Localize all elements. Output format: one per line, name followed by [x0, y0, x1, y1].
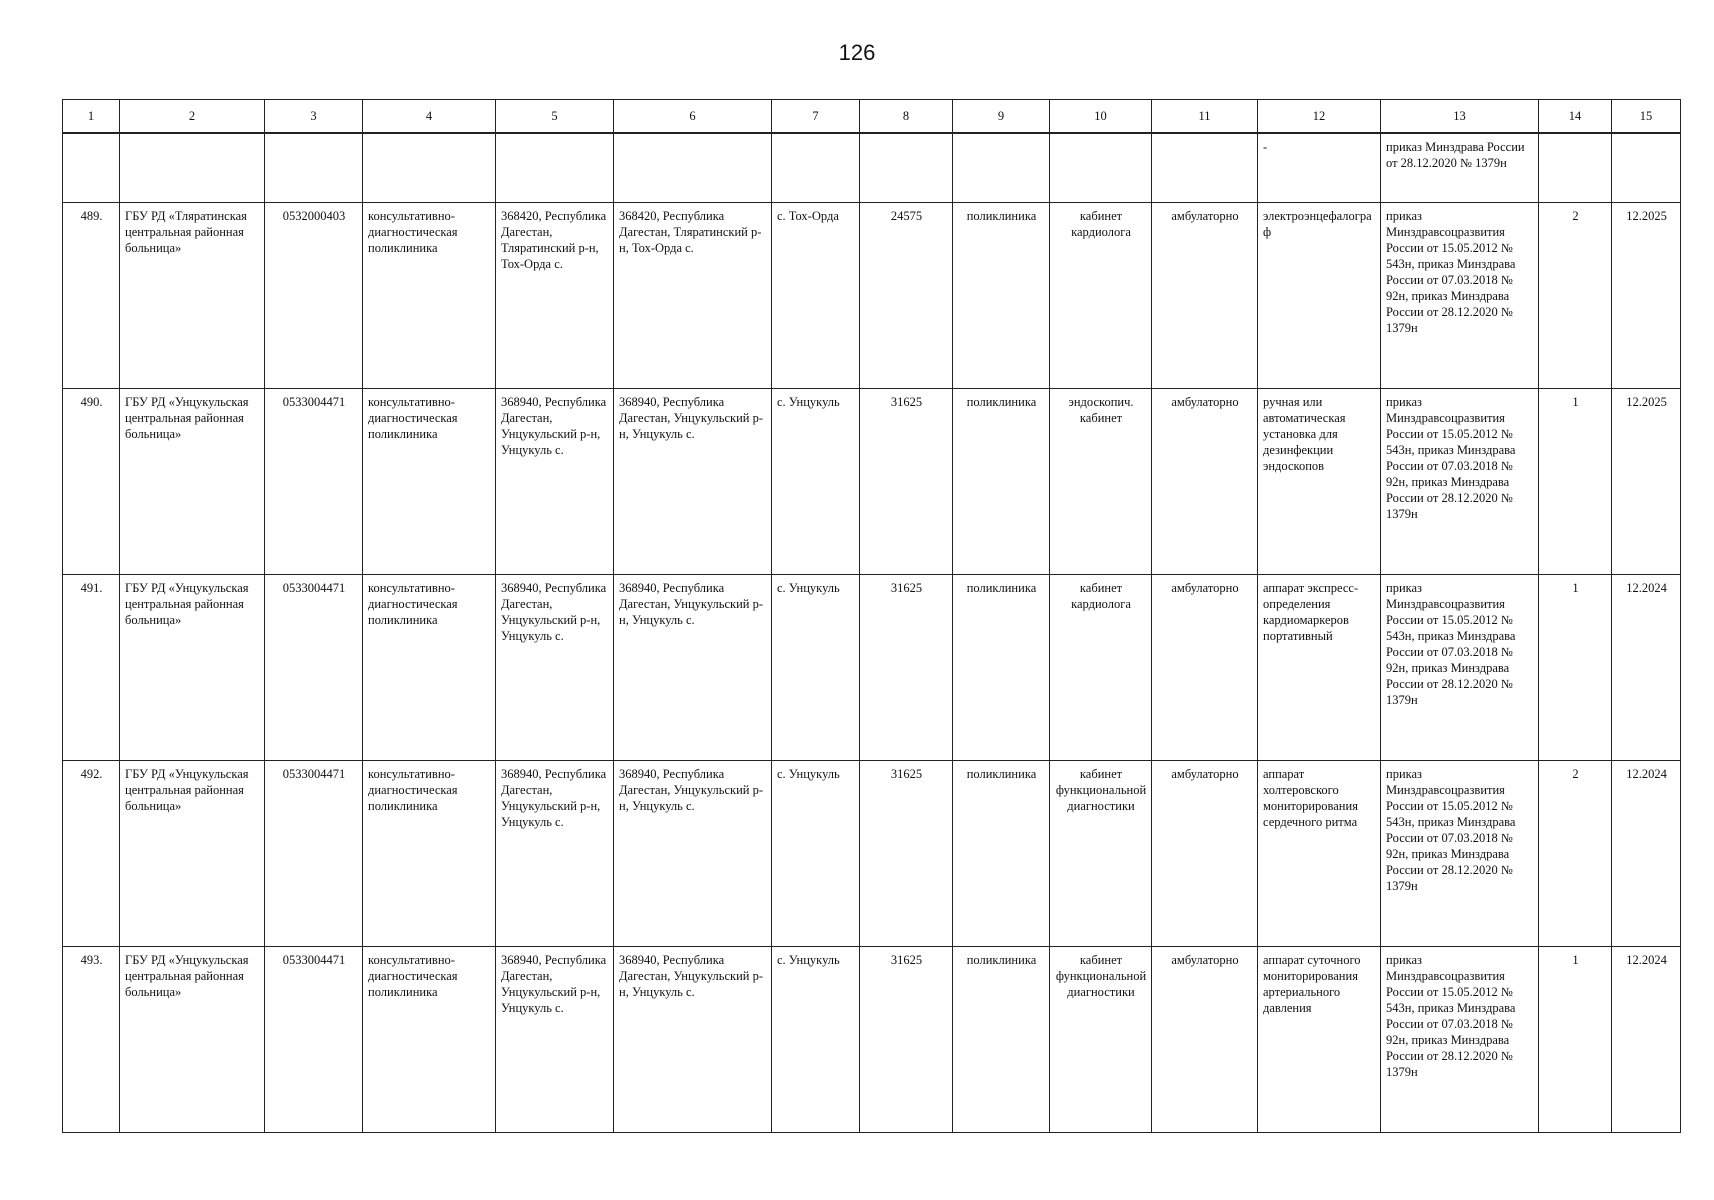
cell-date: 12.2025: [1612, 389, 1681, 575]
cell-equipment: аппарат суточного мониторирования артериального давления: [1258, 947, 1381, 1133]
cell-locality: с. Унцукуль: [772, 761, 860, 947]
cell-equipment: аппарат экспресс-определения кардиомаркеров портативный: [1258, 575, 1381, 761]
header-row: [63, 100, 1681, 134]
cell: [496, 133, 614, 203]
cell-locality: с. Унцукуль: [772, 389, 860, 575]
cell-facility-type: консультативно-диагностическая поликлиника: [363, 575, 496, 761]
cell-population: 31625: [860, 389, 953, 575]
col-header-11: 11: [1152, 100, 1258, 134]
col-header-5: 5: [496, 100, 614, 134]
cell-code: 0533004471: [265, 389, 363, 575]
cell-legal-address: 368940, Республика Дагестан, Унцукульский р-н, Унцукуль с.: [496, 575, 614, 761]
cell-mode: амбулаторно: [1152, 761, 1258, 947]
cell: [265, 133, 363, 203]
col-header-3: 3: [265, 100, 363, 134]
col-header-8: 8: [860, 100, 953, 134]
cell-unit: поликлиника: [953, 947, 1050, 1133]
cell-room: кабинет кардиолога: [1050, 575, 1152, 761]
cell-code: 0533004471: [265, 575, 363, 761]
cell: [63, 133, 120, 203]
cell: [1612, 133, 1681, 203]
cell-mode: амбулаторно: [1152, 947, 1258, 1133]
cell-number: 491.: [63, 575, 120, 761]
col-header-9: 9: [953, 100, 1050, 134]
cell-unit: поликлиника: [953, 389, 1050, 575]
cell-mode: амбулаторно: [1152, 575, 1258, 761]
cell-date: 12.2024: [1612, 947, 1681, 1133]
col-header-13: 13: [1381, 100, 1539, 134]
cell-facility-type: консультативно-диагностическая поликлиника: [363, 389, 496, 575]
cell-quantity: 1: [1539, 389, 1612, 575]
cell-locality: с. Унцукуль: [772, 947, 860, 1133]
col-header-12: 12: [1258, 100, 1381, 134]
col-header-7: 7: [772, 100, 860, 134]
cell-date: 12.2025: [1612, 203, 1681, 389]
cell-facility-type: консультативно-диагностическая поликлиника: [363, 761, 496, 947]
cell: [614, 133, 772, 203]
cell-date: 12.2024: [1612, 761, 1681, 947]
cell-organization: ГБУ РД «Унцукульская центральная районная больница»: [120, 389, 265, 575]
cell: [1152, 133, 1258, 203]
cell-mode: амбулаторно: [1152, 389, 1258, 575]
col-header-4: 4: [363, 100, 496, 134]
col-header-15: 15: [1612, 100, 1681, 134]
cell-equipment: электроэнцефалограф: [1258, 203, 1381, 389]
cell-mode: амбулаторно: [1152, 203, 1258, 389]
cell-room: кабинет функциональной диагностики: [1050, 947, 1152, 1133]
cell-facility-type: консультативно-диагностическая поликлиника: [363, 947, 496, 1133]
cell-code: 0533004471: [265, 761, 363, 947]
cell-actual-address: 368420, Республика Дагестан, Тляратинский р-н, Тох-Орда с.: [614, 203, 772, 389]
continuation-row: [63, 133, 1681, 203]
cell-organization: ГБУ РД «Тляратинская центральная районная больница»: [120, 203, 265, 389]
cell-population: 31625: [860, 947, 953, 1133]
cell-legal-address: 368940, Республика Дагестан, Унцукульский р-н, Унцукуль с.: [496, 947, 614, 1133]
cell-legal-address: 368940, Республика Дагестан, Унцукульский р-н, Унцукуль с.: [496, 761, 614, 947]
cell-equipment: ручная или автоматическая установка для дезинфекции эндоскопов: [1258, 389, 1381, 575]
cell-orders: приказ Минздравсоцразвития России от 15.05.2012 № 543н, приказ Минздрава России от 07.03.2018 № 92н, приказ Минздрава России от 28.12.2020 № 1379н: [1381, 389, 1539, 575]
cell-date: 12.2024: [1612, 575, 1681, 761]
col-header-14: 14: [1539, 100, 1612, 134]
cell-unit: поликлиника: [953, 203, 1050, 389]
cell-locality: с. Тох-Орда: [772, 203, 860, 389]
cell-orders: приказ Минздрава России от 28.12.2020 № 1379н: [1381, 133, 1539, 203]
cell-quantity: 2: [1539, 761, 1612, 947]
equipment-table: [62, 99, 1681, 1133]
cell-facility-type: консультативно-диагностическая поликлиника: [363, 203, 496, 389]
cell-legal-address: 368420, Республика Дагестан, Тляратинский р-н, Тох-Орда с.: [496, 203, 614, 389]
table-row: [63, 389, 1681, 575]
cell: [1050, 133, 1152, 203]
cell-quantity: 2: [1539, 203, 1612, 389]
cell-locality: с. Унцукуль: [772, 575, 860, 761]
cell: [120, 133, 265, 203]
cell-room: кабинет функциональной диагностики: [1050, 761, 1152, 947]
cell: [363, 133, 496, 203]
cell: [860, 133, 953, 203]
table-row: [63, 203, 1681, 389]
cell-unit: поликлиника: [953, 575, 1050, 761]
cell-organization: ГБУ РД «Унцукульская центральная районная больница»: [120, 575, 265, 761]
table-row: [63, 947, 1681, 1133]
table-row: [63, 575, 1681, 761]
cell-number: 490.: [63, 389, 120, 575]
col-header-1: 1: [63, 100, 120, 134]
cell-number: 493.: [63, 947, 120, 1133]
cell-room: кабинет кардиолога: [1050, 203, 1152, 389]
cell-orders: приказ Минздравсоцразвития России от 15.05.2012 № 543н, приказ Минздрава России от 07.03.2018 № 92н, приказ Минздрава России от 28.12.2020 № 1379н: [1381, 947, 1539, 1133]
cell-actual-address: 368940, Республика Дагестан, Унцукульский р-н, Унцукуль с.: [614, 947, 772, 1133]
cell-quantity: 1: [1539, 947, 1612, 1133]
cell-code: 0532000403: [265, 203, 363, 389]
cell-population: 24575: [860, 203, 953, 389]
cell-orders: приказ Минздравсоцразвития России от 15.05.2012 № 543н, приказ Минздрава России от 07.03.2018 № 92н, приказ Минздрава России от 28.12.2020 № 1379н: [1381, 575, 1539, 761]
cell-equipment: аппарат холтеровского мониторирования сердечного ритма: [1258, 761, 1381, 947]
cell-population: 31625: [860, 575, 953, 761]
cell: [953, 133, 1050, 203]
cell-actual-address: 368940, Республика Дагестан, Унцукульский р-н, Унцукуль с.: [614, 761, 772, 947]
cell-population: 31625: [860, 761, 953, 947]
cell-orders: приказ Минздравсоцразвития России от 15.05.2012 № 543н, приказ Минздрава России от 07.03.2018 № 92н, приказ Минздрава России от 28.12.2020 № 1379н: [1381, 761, 1539, 947]
cell-organization: ГБУ РД «Унцукульская центральная районная больница»: [120, 947, 265, 1133]
cell-code: 0533004471: [265, 947, 363, 1133]
cell-quantity: 1: [1539, 575, 1612, 761]
cell-organization: ГБУ РД «Унцукульская центральная районная больница»: [120, 761, 265, 947]
page-number: 126: [838, 40, 876, 65]
cell-actual-address: 368940, Республика Дагестан, Унцукульский р-н, Унцукуль с.: [614, 575, 772, 761]
col-header-2: 2: [120, 100, 265, 134]
cell-room: эндоскопич. кабинет: [1050, 389, 1152, 575]
col-header-10: 10: [1050, 100, 1152, 134]
cell: [1539, 133, 1612, 203]
cell: [772, 133, 860, 203]
cell-number: 492.: [63, 761, 120, 947]
table-row: [63, 761, 1681, 947]
cell-actual-address: 368940, Республика Дагестан, Унцукульский р-н, Унцукуль с.: [614, 389, 772, 575]
cell-orders: приказ Минздравсоцразвития России от 15.05.2012 № 543н, приказ Минздрава России от 07.03.2018 № 92н, приказ Минздрава России от 28.12.2020 № 1379н: [1381, 203, 1539, 389]
cell-unit: поликлиника: [953, 761, 1050, 947]
col-header-6: 6: [614, 100, 772, 134]
cell-legal-address: 368940, Республика Дагестан, Унцукульский р-н, Унцукуль с.: [496, 389, 614, 575]
cell-number: 489.: [63, 203, 120, 389]
cell-equipment: -: [1258, 133, 1381, 203]
